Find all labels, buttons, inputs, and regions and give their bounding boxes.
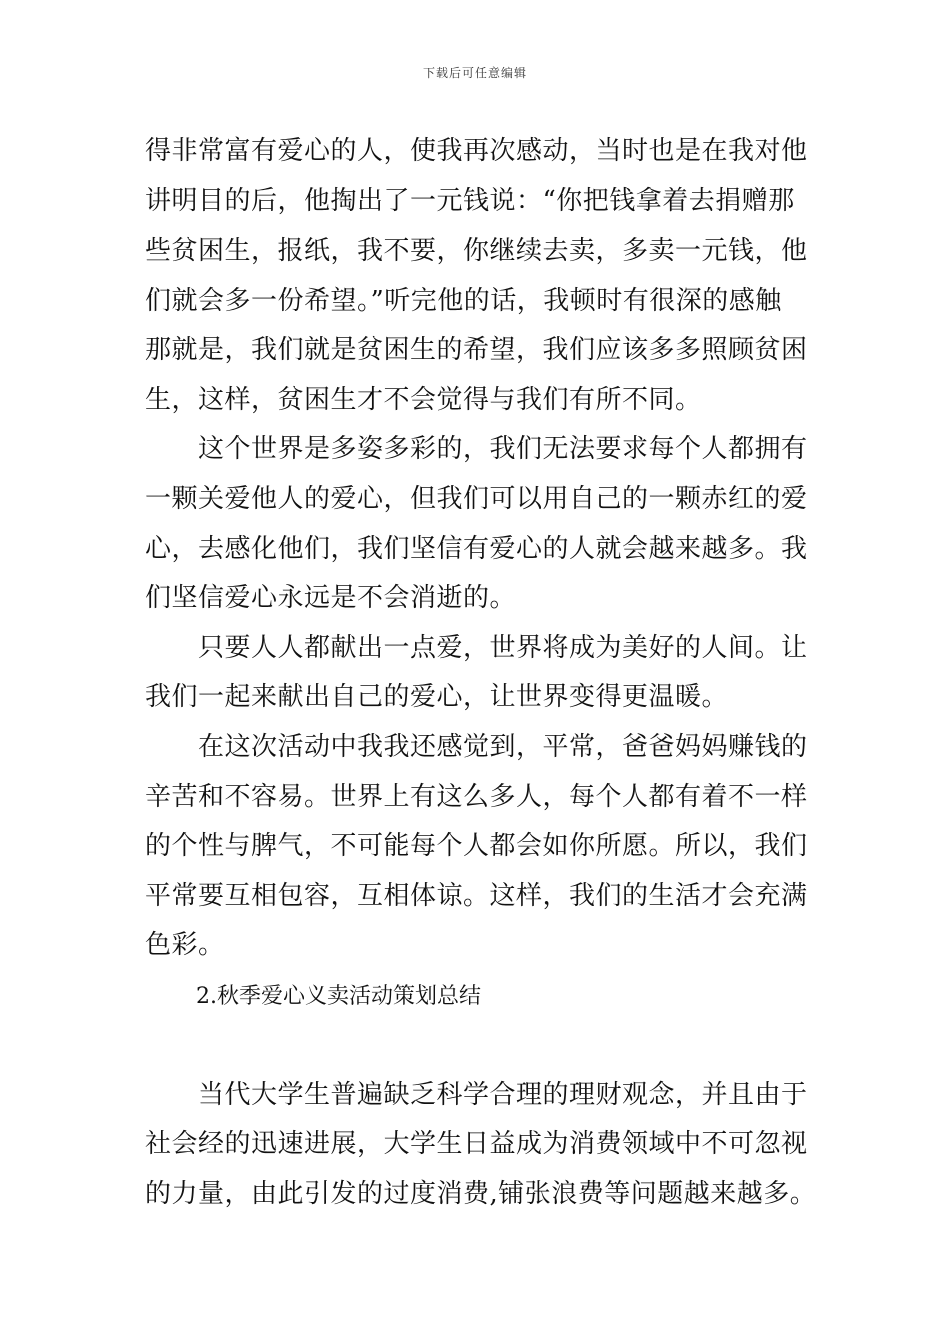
body-line: 讲明目的后，他掏出了一元钱说：“你把钱拿着去捐赠那 [145, 186, 795, 216]
body-line: 一颗关爱他人的爱心，但我们可以用自己的一颗赤红的爱 [145, 484, 808, 514]
body-line: 的力量，由此引发的过度消费,铺张浪费等问题越来越多。 [145, 1179, 817, 1209]
body-line: 心，去感化他们，我们坚信有爱心的人就会越来越多。我 [145, 534, 808, 564]
body-line: 在这次活动中我我还感觉到，平常，爸爸妈妈赚钱的 [145, 732, 808, 762]
body-line: 们坚信爱心永远是不会消逝的。 [145, 583, 517, 613]
body-line: 当代大学生普遍缺乏科学合理的理财观念，并且由于 [145, 1080, 808, 1110]
section-heading: 2.秋季爱心义卖活动策划总结 [196, 984, 481, 1009]
body-line: 的个性与脾气，不可能每个人都会如你所愿。所以，我们 [145, 831, 808, 861]
body-line: 生，这样，贫困生才不会觉得与我们有所不同。 [145, 385, 702, 415]
body-line: 色彩。 [145, 930, 225, 960]
body-line: 社会经的迅速进展，大学生日益成为消费领域中不可忽视 [145, 1129, 808, 1159]
body-line: 只要人人都献出一点爱，世界将成为美好的人间。让 [145, 633, 808, 663]
body-line: 得非常富有爱心的人，使我再次感动，当时也是在我对他 [145, 136, 808, 166]
body-line: 平常要互相包容，互相体谅。这样，我们的生活才会充满 [145, 881, 808, 911]
body-line: 们就会多一份希望。”听完他的话，我顿时有很深的感触 [145, 286, 782, 316]
body-line: 辛苦和不容易。世界上有这么多人，每个人都有着不一样 [145, 782, 808, 812]
body-line: 那就是，我们就是贫困生的希望，我们应该多多照顾贫困 [145, 335, 808, 365]
body-line: 这个世界是多姿多彩的，我们无法要求每个人都拥有 [145, 434, 808, 464]
page-header: 下载后可任意编辑 [422, 66, 527, 80]
body-line: 我们一起来献出自己的爱心，让世界变得更温暖。 [145, 682, 729, 712]
body-line: 些贫困生，报纸，我不要，你继续去卖，多卖一元钱，他 [145, 236, 808, 266]
